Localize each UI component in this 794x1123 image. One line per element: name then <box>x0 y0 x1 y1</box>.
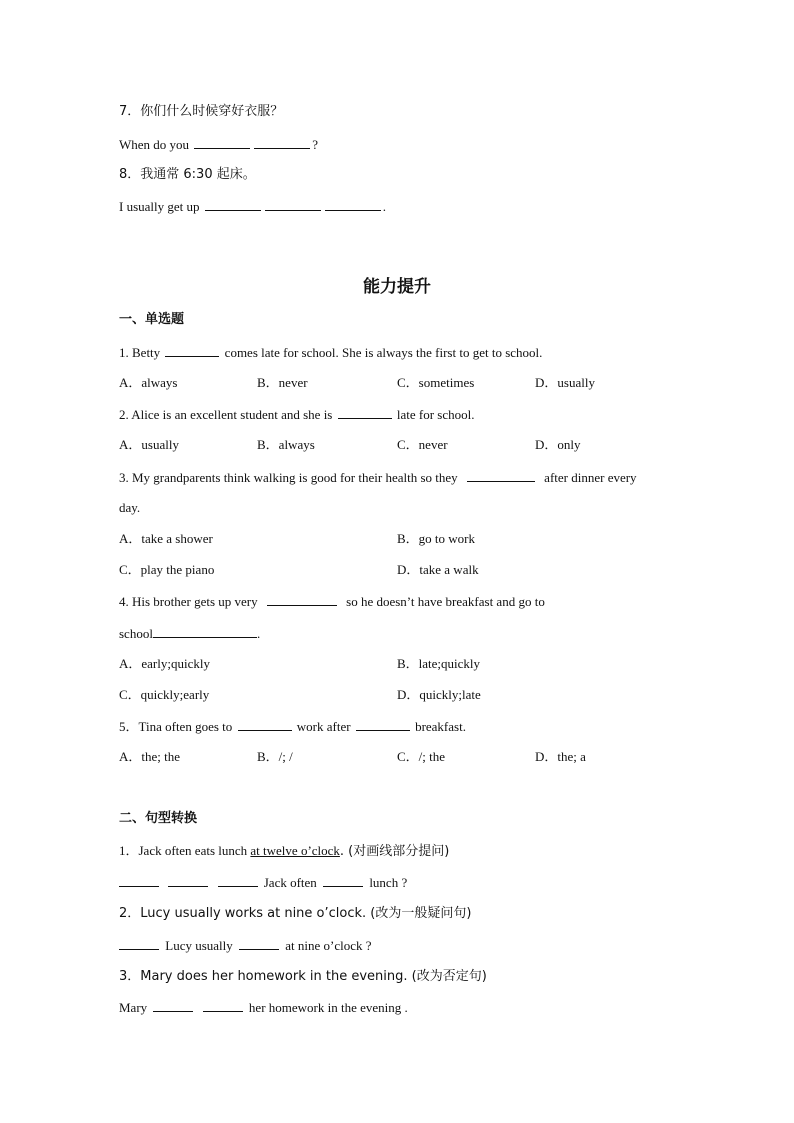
answer-blank[interactable] <box>153 999 193 1012</box>
s1-q4-option-a[interactable]: A．early;quickly <box>119 656 210 671</box>
s1-q5-option-a[interactable]: A．the; the <box>119 749 181 764</box>
s1-q4-option-b[interactable]: B．late;quickly <box>397 656 481 671</box>
answer-blank[interactable] <box>254 136 310 149</box>
answer-blank[interactable] <box>239 937 279 950</box>
answer-blank[interactable] <box>338 406 392 419</box>
s2-q2-answer: Lucy usually at nine o’clock ? <box>119 937 372 954</box>
s2-q3-answer: Mary her homework in the evening . <box>119 1000 408 1015</box>
q8-english: I usually get up . <box>119 199 387 214</box>
underlined-phrase: at twelve o’clock <box>250 843 340 858</box>
s1-q3-stem: 3. My grandparents think walking is good for their health so they after dinner every <box>119 470 637 485</box>
answer-blank[interactable] <box>119 874 159 887</box>
s1-q4-option-d[interactable]: D．quickly;late <box>397 687 481 702</box>
answer-blank[interactable] <box>119 937 159 950</box>
answer-blank[interactable] <box>356 718 410 731</box>
s1-q5-option-b[interactable]: B．/; / <box>257 749 293 764</box>
q8-chinese: 8．我通常 6:30 起床。 <box>119 167 256 182</box>
s1-q2-option-b[interactable]: B．always <box>257 437 315 452</box>
answer-blank[interactable] <box>238 718 292 731</box>
s1-q1-option-a[interactable]: A．always <box>119 375 178 390</box>
answer-blank[interactable] <box>194 136 250 149</box>
s2-q1-answer: Jack often lunch ? <box>119 874 407 891</box>
s1-q4-stem: 4. His brother gets up very so he doesn’t have breakfast and go to <box>119 594 545 609</box>
s1-q3-option-d[interactable]: D．take a walk <box>397 562 479 577</box>
answer-blank[interactable] <box>325 198 381 211</box>
s1-q3-option-a[interactable]: A．take a shower <box>119 531 213 546</box>
s1-q4-option-c[interactable]: C．quickly;early <box>119 687 210 702</box>
section1-heading: 一、单选题 <box>119 312 185 327</box>
answer-blank[interactable] <box>218 874 258 887</box>
s1-q1-option-b[interactable]: B．never <box>257 375 308 390</box>
s1-q3-option-b[interactable]: B．go to work <box>397 531 476 546</box>
s1-q1-stem: 1. Betty comes late for school. She is always the first to get to school. <box>119 345 543 360</box>
answer-blank[interactable] <box>205 198 261 211</box>
s1-q2-option-d[interactable]: D．only <box>535 437 581 452</box>
s1-q2-stem: 2. Alice is an excellent student and she is late for school. <box>119 407 475 422</box>
s1-q5-option-c[interactable]: C．/; the <box>397 749 446 764</box>
s1-q1-option-c[interactable]: C．sometimes <box>397 375 475 390</box>
s1-q4-stem-cont: school . <box>119 626 261 641</box>
s1-q1-option-d[interactable]: D．usually <box>535 375 595 390</box>
s2-q3-stem: 3．Mary does her homework in the evening. (改为否定句) <box>119 969 487 984</box>
s1-q2-option-a[interactable]: A．usually <box>119 437 179 452</box>
answer-blank[interactable] <box>267 593 337 606</box>
answer-blank[interactable] <box>323 874 363 887</box>
q7-english: When do you ? <box>119 137 319 152</box>
answer-blank[interactable] <box>165 344 219 357</box>
answer-blank[interactable] <box>265 198 321 211</box>
s1-q2-option-c[interactable]: C．never <box>397 437 448 452</box>
page-title: 能力提升 <box>363 277 431 297</box>
answer-blank[interactable] <box>203 999 243 1012</box>
s1-q5-stem: 5．Tina often goes to work after breakfast. <box>119 719 466 734</box>
answer-blank[interactable] <box>467 469 535 482</box>
s1-q5-option-d[interactable]: D．the; a <box>535 749 586 764</box>
answer-blank[interactable] <box>168 874 208 887</box>
answer-blank[interactable] <box>153 625 257 638</box>
s2-q2-stem: 2．Lucy usually works at nine o’clock. (改为一般疑问句) <box>119 906 472 921</box>
s1-q3-option-c[interactable]: C．play the piano <box>119 562 215 577</box>
s2-q1-stem: 1．Jack often eats lunch at twelve o’clock. (对画线部分提问) <box>119 843 450 859</box>
s1-q3-stem-cont: day. <box>119 500 141 515</box>
section2-heading: 二、句型转换 <box>119 811 198 826</box>
q7-chinese: 7．你们什么时候穿好衣服？ <box>119 104 284 119</box>
